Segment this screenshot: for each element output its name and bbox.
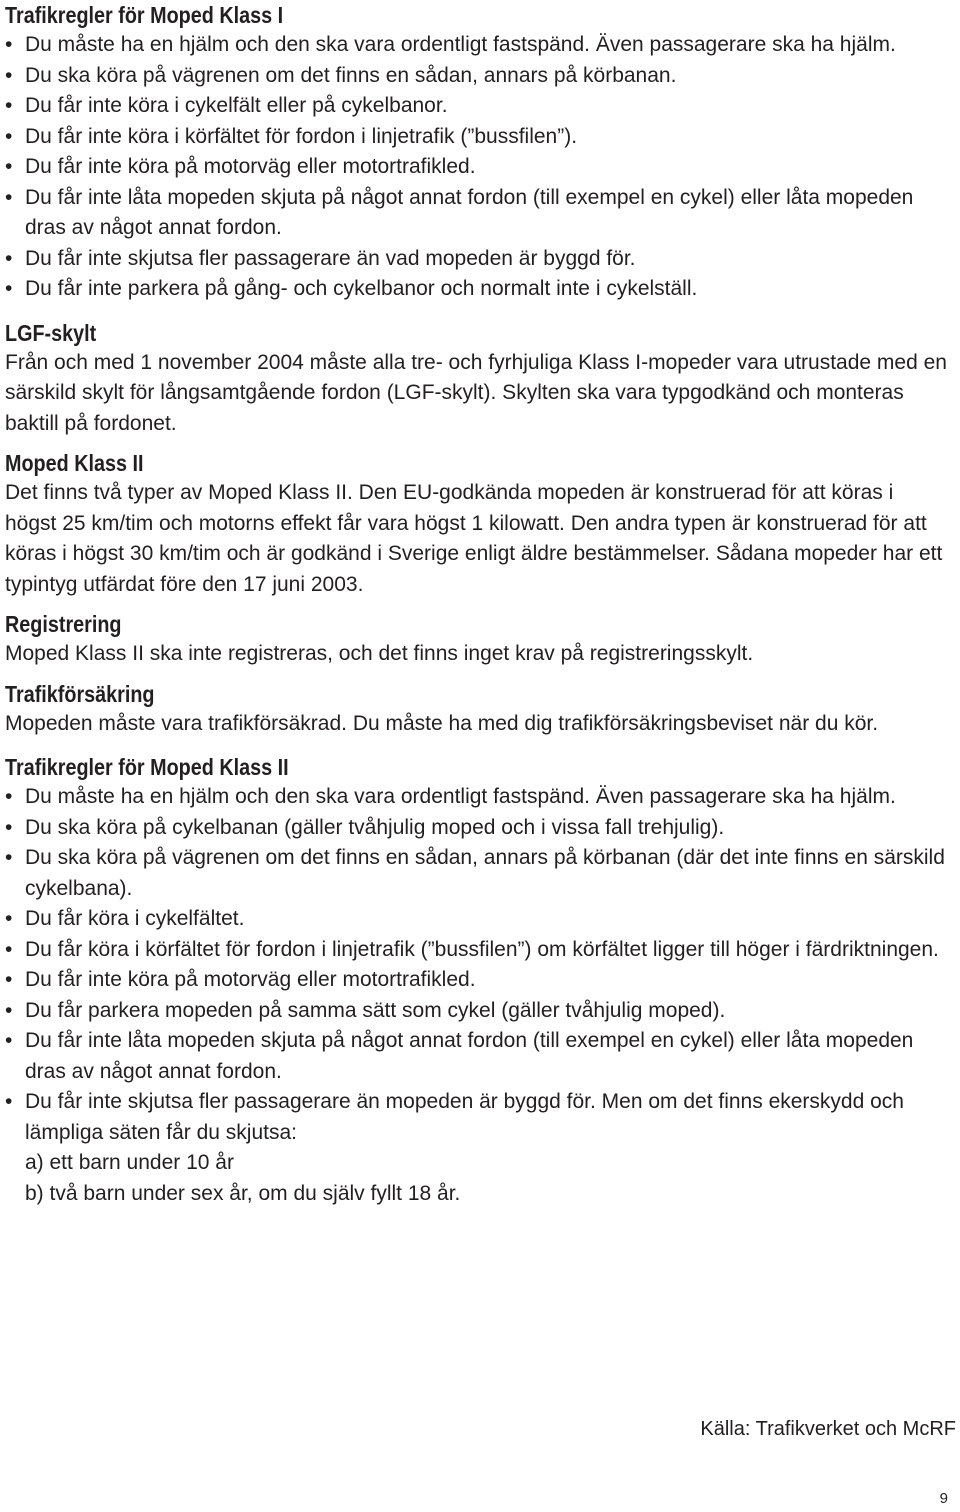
list-item: • Du får inte köra i körfältet för fordon i linjetrafik (”bussfilen”). [5, 122, 950, 153]
list-item-text: Du får inte skjutsa fler passagerare än mopeden är byggd för. Men om det finns ekerskydd och lämpliga säten får du skjutsa: [25, 1090, 904, 1144]
list-item: • Du får inte köra på motorväg eller motortrafikled. [5, 965, 950, 996]
section-heading: LGF-skylt [5, 319, 97, 346]
section-heading: Registrering [5, 611, 122, 637]
section-lgf-skylt [5, 318, 950, 440]
section-heading: Trafikregler för Moped Klass II [5, 754, 289, 780]
list-item: • Du får inte låta mopeden skjuta på något annat fordon (till exempel en cykel) eller låta mopeden dras av något annat fordon. [5, 183, 950, 244]
section-body: Det finns två typer av Moped Klass II. Den EU-godkända mopeden är konstruerad för att köras i högst 25 km/tim och motorns effekt får vara högst 1 kilowatt. Den andra typen är konstruerad för att köras i högst 30 km/tim och är godkänd i Sverige enligt äldre bestämmelser. Sådana mopeder har ett typintyg utfärdat före den 17 juni 2003. [5, 481, 943, 596]
list-item: • Du får inte köra i cykelfält eller på cykelbanor. [5, 91, 950, 122]
bullet-list [5, 30, 950, 305]
list-item: • Du måste ha en hjälm och den ska vara ordentligt fastspänd. Även passagerare ska ha hjälm. [5, 30, 950, 61]
sub-item: a) ett barn under 10 år [25, 1151, 234, 1174]
section-trafikregler-klass-1 [5, 0, 950, 305]
section-moped-klass-2 [5, 448, 950, 600]
list-item: • Du måste ha en hjälm och den ska vara ordentligt fastspänd. Även passagerare ska ha hjälm. [5, 782, 950, 813]
page-number: 9 [939, 1490, 948, 1507]
list-item: • Du får parkera mopeden på samma sätt som cykel (gäller tvåhjulig moped). [5, 996, 950, 1027]
list-item: • Du ska köra på cykelbanan (gäller tvåhjulig moped och i vissa fall trehjulig). [5, 813, 950, 844]
list-item: • Du ska köra på vägrenen om det finns en sådan, annars på körbanan (där det inte finns en särskild cykelbana). [5, 843, 950, 904]
section-trafikforsakring [5, 679, 950, 740]
section-body: Mopeden måste vara trafikförsäkrad. Du måste ha med dig trafikförsäkringsbeviset när du kör. [5, 711, 879, 735]
source-credit: Källa: Trafikverket och McRF [700, 1418, 956, 1440]
section-registrering [5, 609, 950, 670]
list-item: • Du får inte parkera på gång- och cykelbanor och normalt inte i cykelställ. [5, 274, 950, 305]
document-page [5, 0, 950, 1209]
list-item: • Du får inte låta mopeden skjuta på något annat fordon (till exempel en cykel) eller låta mopeden dras av något annat fordon. [5, 1026, 950, 1087]
list-item: • Du får köra i körfältet för fordon i linjetrafik (”bussfilen”) om körfältet ligger till höger i färdriktningen. [5, 935, 950, 966]
list-item: • Du får inte köra på motorväg eller motortrafikled. [5, 152, 950, 183]
section-trafikregler-klass-2 [5, 752, 950, 1209]
section-body: Från och med 1 november 2004 måste alla tre- och fyrhjuliga Klass I-mopeder vara utrustade med en särskild skylt för långsamtgående fordon (LGF-skylt). Skylten ska vara typgodkänd och monteras baktill på fordonet. [5, 350, 947, 435]
list-item: • Du får köra i cykelfältet. [5, 904, 950, 935]
sub-item: b) två barn under sex år, om du själv fyllt 18 år. [25, 1181, 461, 1205]
list-item: • Du ska köra på vägrenen om det finns en sådan, annars på körbanan. [5, 61, 950, 92]
section-heading: Trafikförsäkring [5, 680, 155, 707]
section-body: Moped Klass II ska inte registreras, och det finns inget krav på registreringsskylt. [5, 642, 754, 665]
section-heading: Trafikregler för Moped Klass I [5, 2, 284, 28]
section-heading: Moped Klass II [5, 450, 144, 476]
bullet-list [5, 782, 950, 1209]
list-item: • Du får inte skjutsa fler passagerare än vad mopeden är byggd för. [5, 244, 950, 275]
list-item [5, 1087, 950, 1209]
